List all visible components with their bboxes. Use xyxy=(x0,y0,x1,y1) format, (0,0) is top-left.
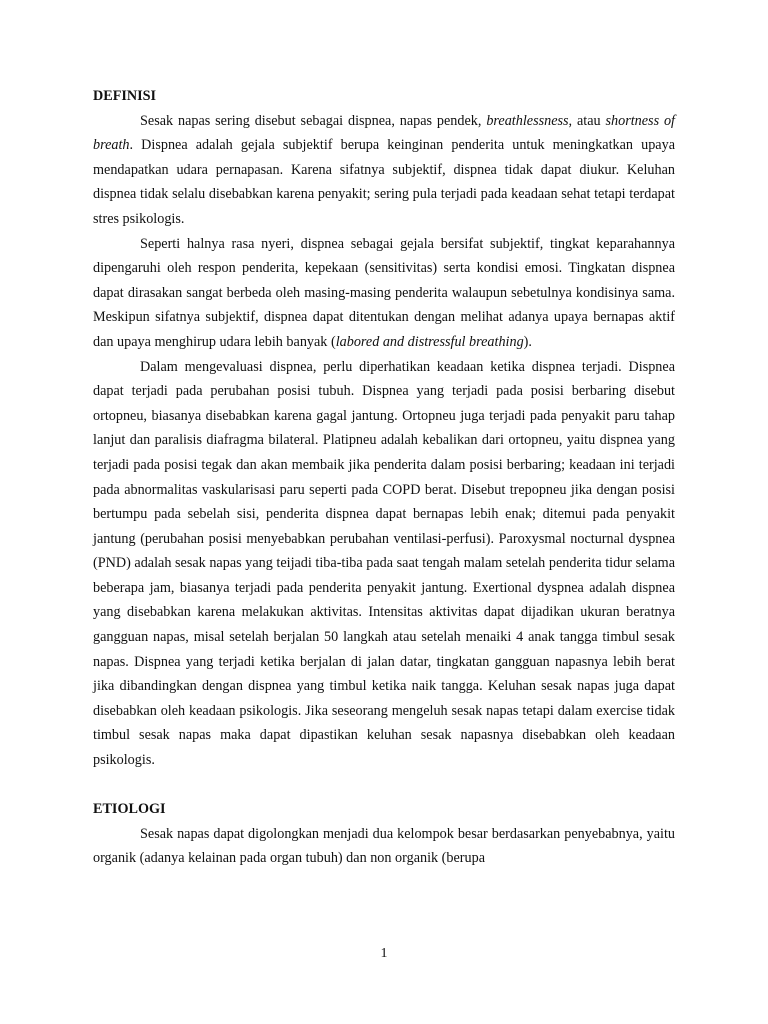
section-heading: DEFINISI xyxy=(93,88,157,104)
section-heading: ETIOLOGI xyxy=(93,801,166,818)
italic-term: breathlessness xyxy=(486,112,569,129)
paragraph: Sesak napas dapat digolongkan menjadi dua kelompok besar berdasarkan penyebabnya, yaitu organik (adanya kelainan pada organ tubuh) dan non organik (berupa xyxy=(93,825,675,867)
page-number: 1 xyxy=(380,946,388,961)
section-definisi xyxy=(93,84,675,773)
document-body xyxy=(93,84,675,871)
section-etiologi xyxy=(93,797,675,871)
paragraph: Sesak napas sering disebut sebagai dispnea, napas pendek, breathlessness, atau shortness of breath. Dispnea adalah gejala subjektif berupa keinginan penderita untuk meningkatkan upaya mendapatkan udara pernapasan. Karena sifatnya subjektif, dispnea tidak dapat diukur. Keluhan dispnea tidak selalu disebabkan karena penyakit; sering pula terjadi pada keadaan sehat tetapi terdapat stres psikologis. xyxy=(93,112,675,227)
paragraph: Dalam mengevaluasi dispnea, perlu diperhatikan keadaan ketika dispnea terjadi. Dispnea dapat terjadi pada perubahan posisi tubuh. Dispnea yang terjadi pada posisi berbaring disebut ortopneu, biasanya disebabkan karena gagal jantung. Ortopneu juga terjadi pada penyakit paru tahap lanjut dan paralisis diafragma bilateral. Platipneu adalah kebalikan dari ortopneu, yaitu dispnea yang terjadi pada posisi tegak dan akan membaik jika penderita dalam posisi berbaring; keadaan ini terjadi pada abnormalitas vaskularisasi paru seperti pada COPD berat. Disebut trepopneu jika dengan posisi bertumpu pada sebelah sisi, penderita dispnea dapat bernapas lebih enak; ditemui pada penyakit jantung (perubahan posisi menyebabkan perubahan ventilasi-perfusi). Paroxysmal nocturnal dyspnea (PND) adalah sesak napas yang teijadi tiba-tiba pada saat tengah malam setelah penderita tidur selama beberapa jam, biasanya terjadi pada penderita penyakit jantung. Exertional dyspnea adalah dispnea yang disebabkan karena melakukan aktivitas. Intensitas aktivitas dapat dijadikan ukuran beratnya gangguan napas, misal setelah berjalan 50 langkah atau setelah menaiki 4 anak tangga timbul sesak napas. Dispnea yang terjadi ketika berjalan di jalan datar, tingkatan gangguan napasnya lebih berat jika dibandingkan dengan dispnea yang timbul ketika naik tangga. Keluhan sesak napas juga dapat disebabkan oleh keadaan psikologis. Jika seseorang mengeluh sesak napas tetapi dalam exercise tidak timbul sesak napas maka dapat dipastikan keluhan sesak napasnya disebabkan oleh keadaan psikologis. xyxy=(93,358,675,769)
section-spacer xyxy=(93,773,675,798)
paragraph: Seperti halnya rasa nyeri, dispnea sebagai gejala bersifat subjektif, tingkat keparahannya dipengaruhi oleh respon penderita, kepekaan (sensitivitas) serta kondisi emosi. Tingkatan dispnea dapat dirasakan sangat berbeda oleh masing-masing penderita walaupun sebetulnya kondisinya sama. Meskipun sifatnya subjektif, dispnea dapat ditentukan dengan melihat adanya upaya bernapas aktif dan upaya menghirup udara lebih banyak (labored and distressful breathing). xyxy=(93,235,675,350)
italic-term: labored and distressful breathing xyxy=(335,333,524,350)
italic-term: shortness of breath xyxy=(93,112,675,154)
